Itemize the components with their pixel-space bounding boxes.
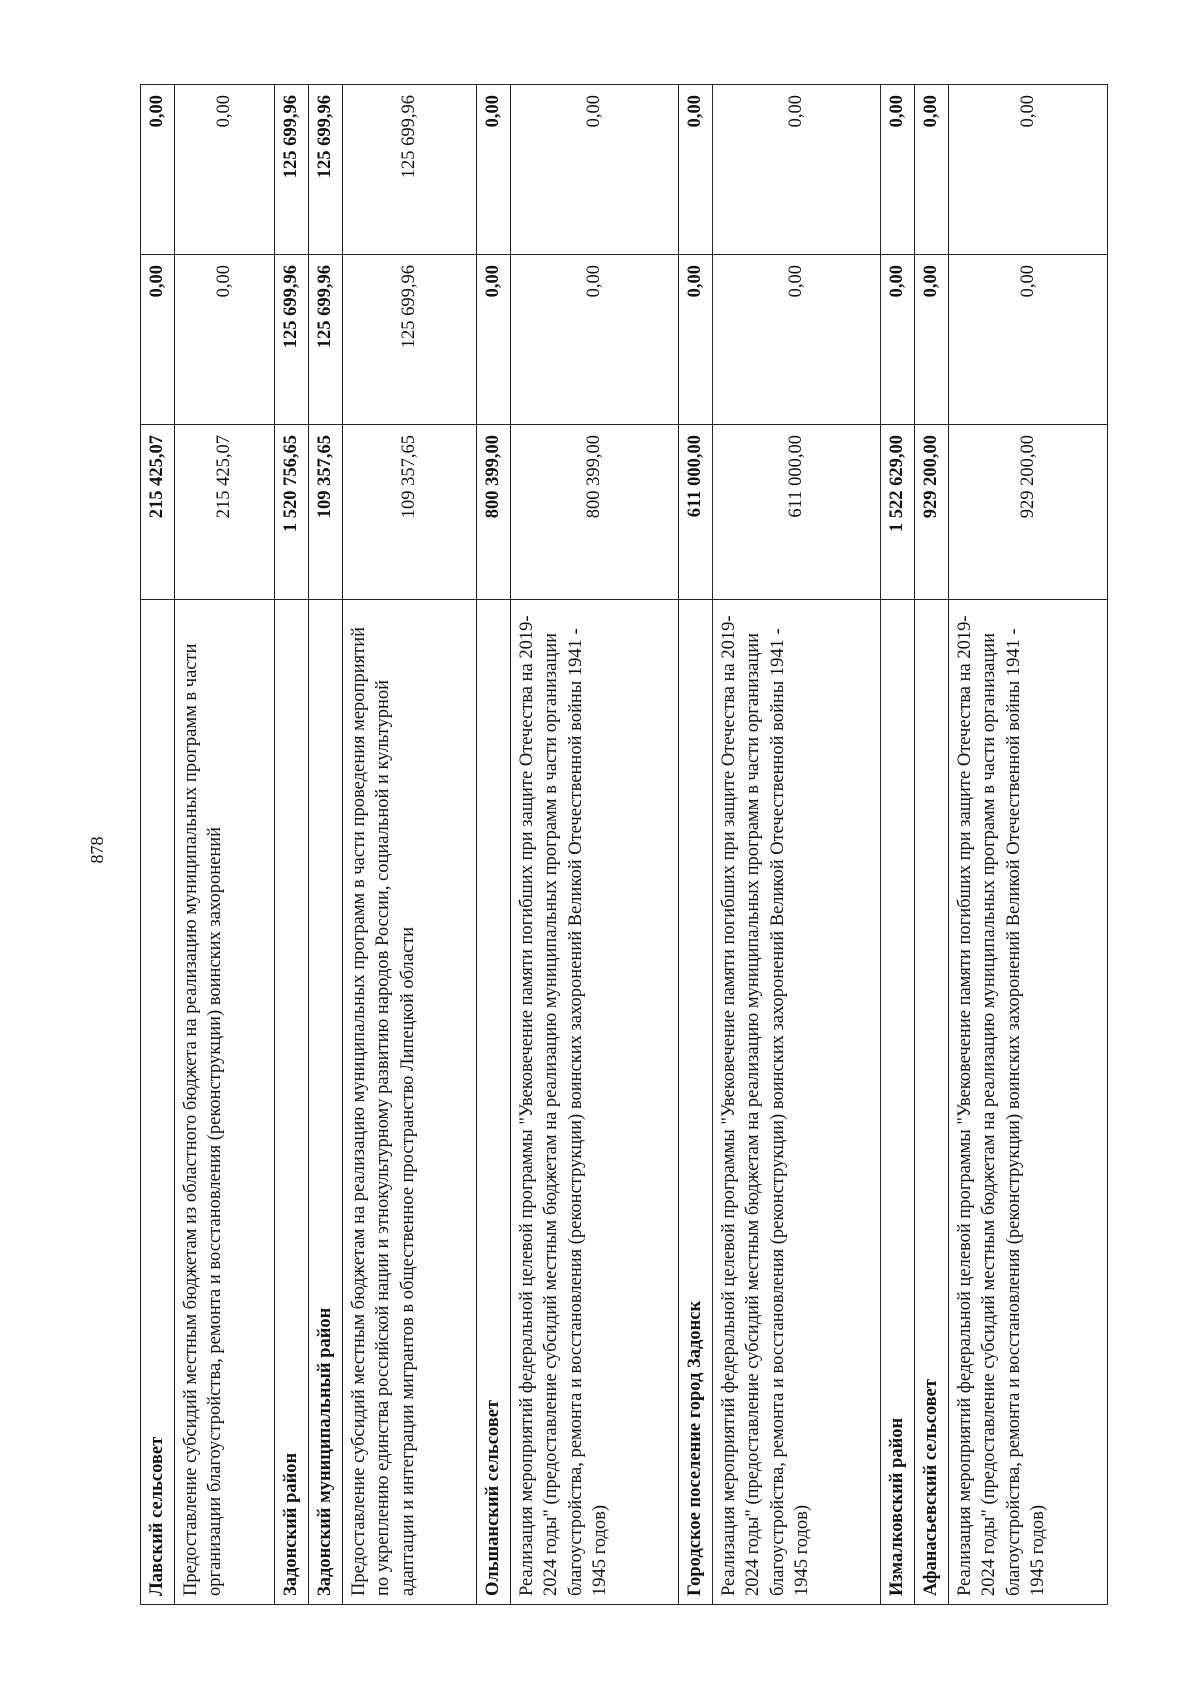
- row-value-1: 929 200,00: [949, 425, 1108, 600]
- row-description: Реализация мероприятий федеральной целевой программы "Увековечение памяти погибших при защите Отечества на 2019-2024 годы" (предоставление субсидий местным бюджетам на реализацию муниципальных программ в части организации благоустройства, ремонта и восстановления (реконструкции) воинских захоронений Великой Отечественной войны 1941 - 1945 годов): [713, 600, 881, 1605]
- row-value-3: 0,00: [949, 85, 1108, 255]
- row-value-1: 215 425,07: [175, 425, 275, 600]
- table-row: [343, 85, 477, 1605]
- row-value-3: 0,00: [679, 85, 713, 255]
- row-value-1: 800 399,00: [477, 425, 511, 600]
- row-value-3: 0,00: [915, 85, 949, 255]
- row-value-3: 125 699,96: [309, 85, 343, 255]
- budget-table: [140, 84, 1108, 1605]
- row-value-2: 0,00: [679, 255, 713, 425]
- row-value-2: 0,00: [511, 255, 679, 425]
- row-value-1: 215 425,07: [141, 425, 175, 600]
- row-value-1: 109 357,65: [343, 425, 477, 600]
- row-description: Предоставление субсидий местным бюджетам на реализацию муниципальных программ в части проведения мероприятий по укреплению единства российской нации и этнокультурному развитию народов России, социальной и культурной адаптации и интеграции мигрантов в общественное пространство Липецкой области: [343, 600, 477, 1605]
- row-description: Городское поселение город Задонск: [679, 600, 713, 1605]
- row-value-3: 0,00: [175, 85, 275, 255]
- row-value-1: 611 000,00: [679, 425, 713, 600]
- table-row-header: [881, 85, 915, 1605]
- row-description: Измалковский район: [881, 600, 915, 1605]
- row-description: Лавский сельсовет: [141, 600, 175, 1605]
- row-value-2: 0,00: [713, 255, 881, 425]
- row-value-2: 125 699,96: [343, 255, 477, 425]
- row-value-1: 1 520 756,65: [275, 425, 309, 600]
- row-value-2: 125 699,96: [275, 255, 309, 425]
- row-value-3: 0,00: [881, 85, 915, 255]
- page-number: 878: [87, 836, 107, 864]
- row-value-2: 0,00: [477, 255, 511, 425]
- row-value-2: 0,00: [881, 255, 915, 425]
- row-value-1: 800 399,00: [511, 425, 679, 600]
- table-row: [713, 85, 881, 1605]
- row-description: Реализация мероприятий федеральной целевой программы "Увековечение памяти погибших при защите Отечества на 2019-2024 годы" (предоставление субсидий местным бюджетам на реализацию муниципальных программ в части организации благоустройства, ремонта и восстановления (реконструкции) воинских захоронений Великой Отечественной войны 1941 - 1945 годов): [511, 600, 679, 1605]
- table-row-header: [141, 85, 175, 1605]
- row-value-1: 929 200,00: [915, 425, 949, 600]
- table-row-header: [275, 85, 309, 1605]
- row-value-2: 0,00: [141, 255, 175, 425]
- row-value-3: 0,00: [713, 85, 881, 255]
- table-container: [140, 85, 1105, 1605]
- table-row-header: [309, 85, 343, 1605]
- row-value-3: 125 699,96: [343, 85, 477, 255]
- row-value-2: 0,00: [915, 255, 949, 425]
- row-value-1: 611 000,00: [713, 425, 881, 600]
- row-value-3: 0,00: [511, 85, 679, 255]
- row-description: Предоставление субсидий местным бюджетам из областного бюджета на реализацию муниципальных программ в части организации благоустройства, ремонта и восстановления (реконструкции) воинских захоронений: [175, 600, 275, 1605]
- table-row-header: [915, 85, 949, 1605]
- row-description: Реализация мероприятий федеральной целевой программы "Увековечение памяти погибших при защите Отечества на 2019-2024 годы" (предоставление субсидий местным бюджетам на реализацию муниципальных программ в части организации благоустройства, ремонта и восстановления (реконструкции) воинских захоронений Великой Отечественной войны 1941 - 1945 годов): [949, 600, 1108, 1605]
- table-row-header: [679, 85, 713, 1605]
- row-description: Задонский муниципальный район: [309, 600, 343, 1605]
- table-body: [141, 85, 1108, 1605]
- row-value-2: 125 699,96: [309, 255, 343, 425]
- table-row: [175, 85, 275, 1605]
- row-value-3: 0,00: [141, 85, 175, 255]
- row-description: Задонский район: [275, 600, 309, 1605]
- row-value-1: 1 522 629,00: [881, 425, 915, 600]
- row-value-3: 0,00: [477, 85, 511, 255]
- row-value-2: 0,00: [949, 255, 1108, 425]
- row-value-3: 125 699,96: [275, 85, 309, 255]
- table-row: [949, 85, 1108, 1605]
- row-description: Афанасьевский сельсовет: [915, 600, 949, 1605]
- table-row-header: [477, 85, 511, 1605]
- row-description: Ольшанский сельсовет: [477, 600, 511, 1605]
- row-value-1: 109 357,65: [309, 425, 343, 600]
- table-row: [511, 85, 679, 1605]
- row-value-2: 0,00: [175, 255, 275, 425]
